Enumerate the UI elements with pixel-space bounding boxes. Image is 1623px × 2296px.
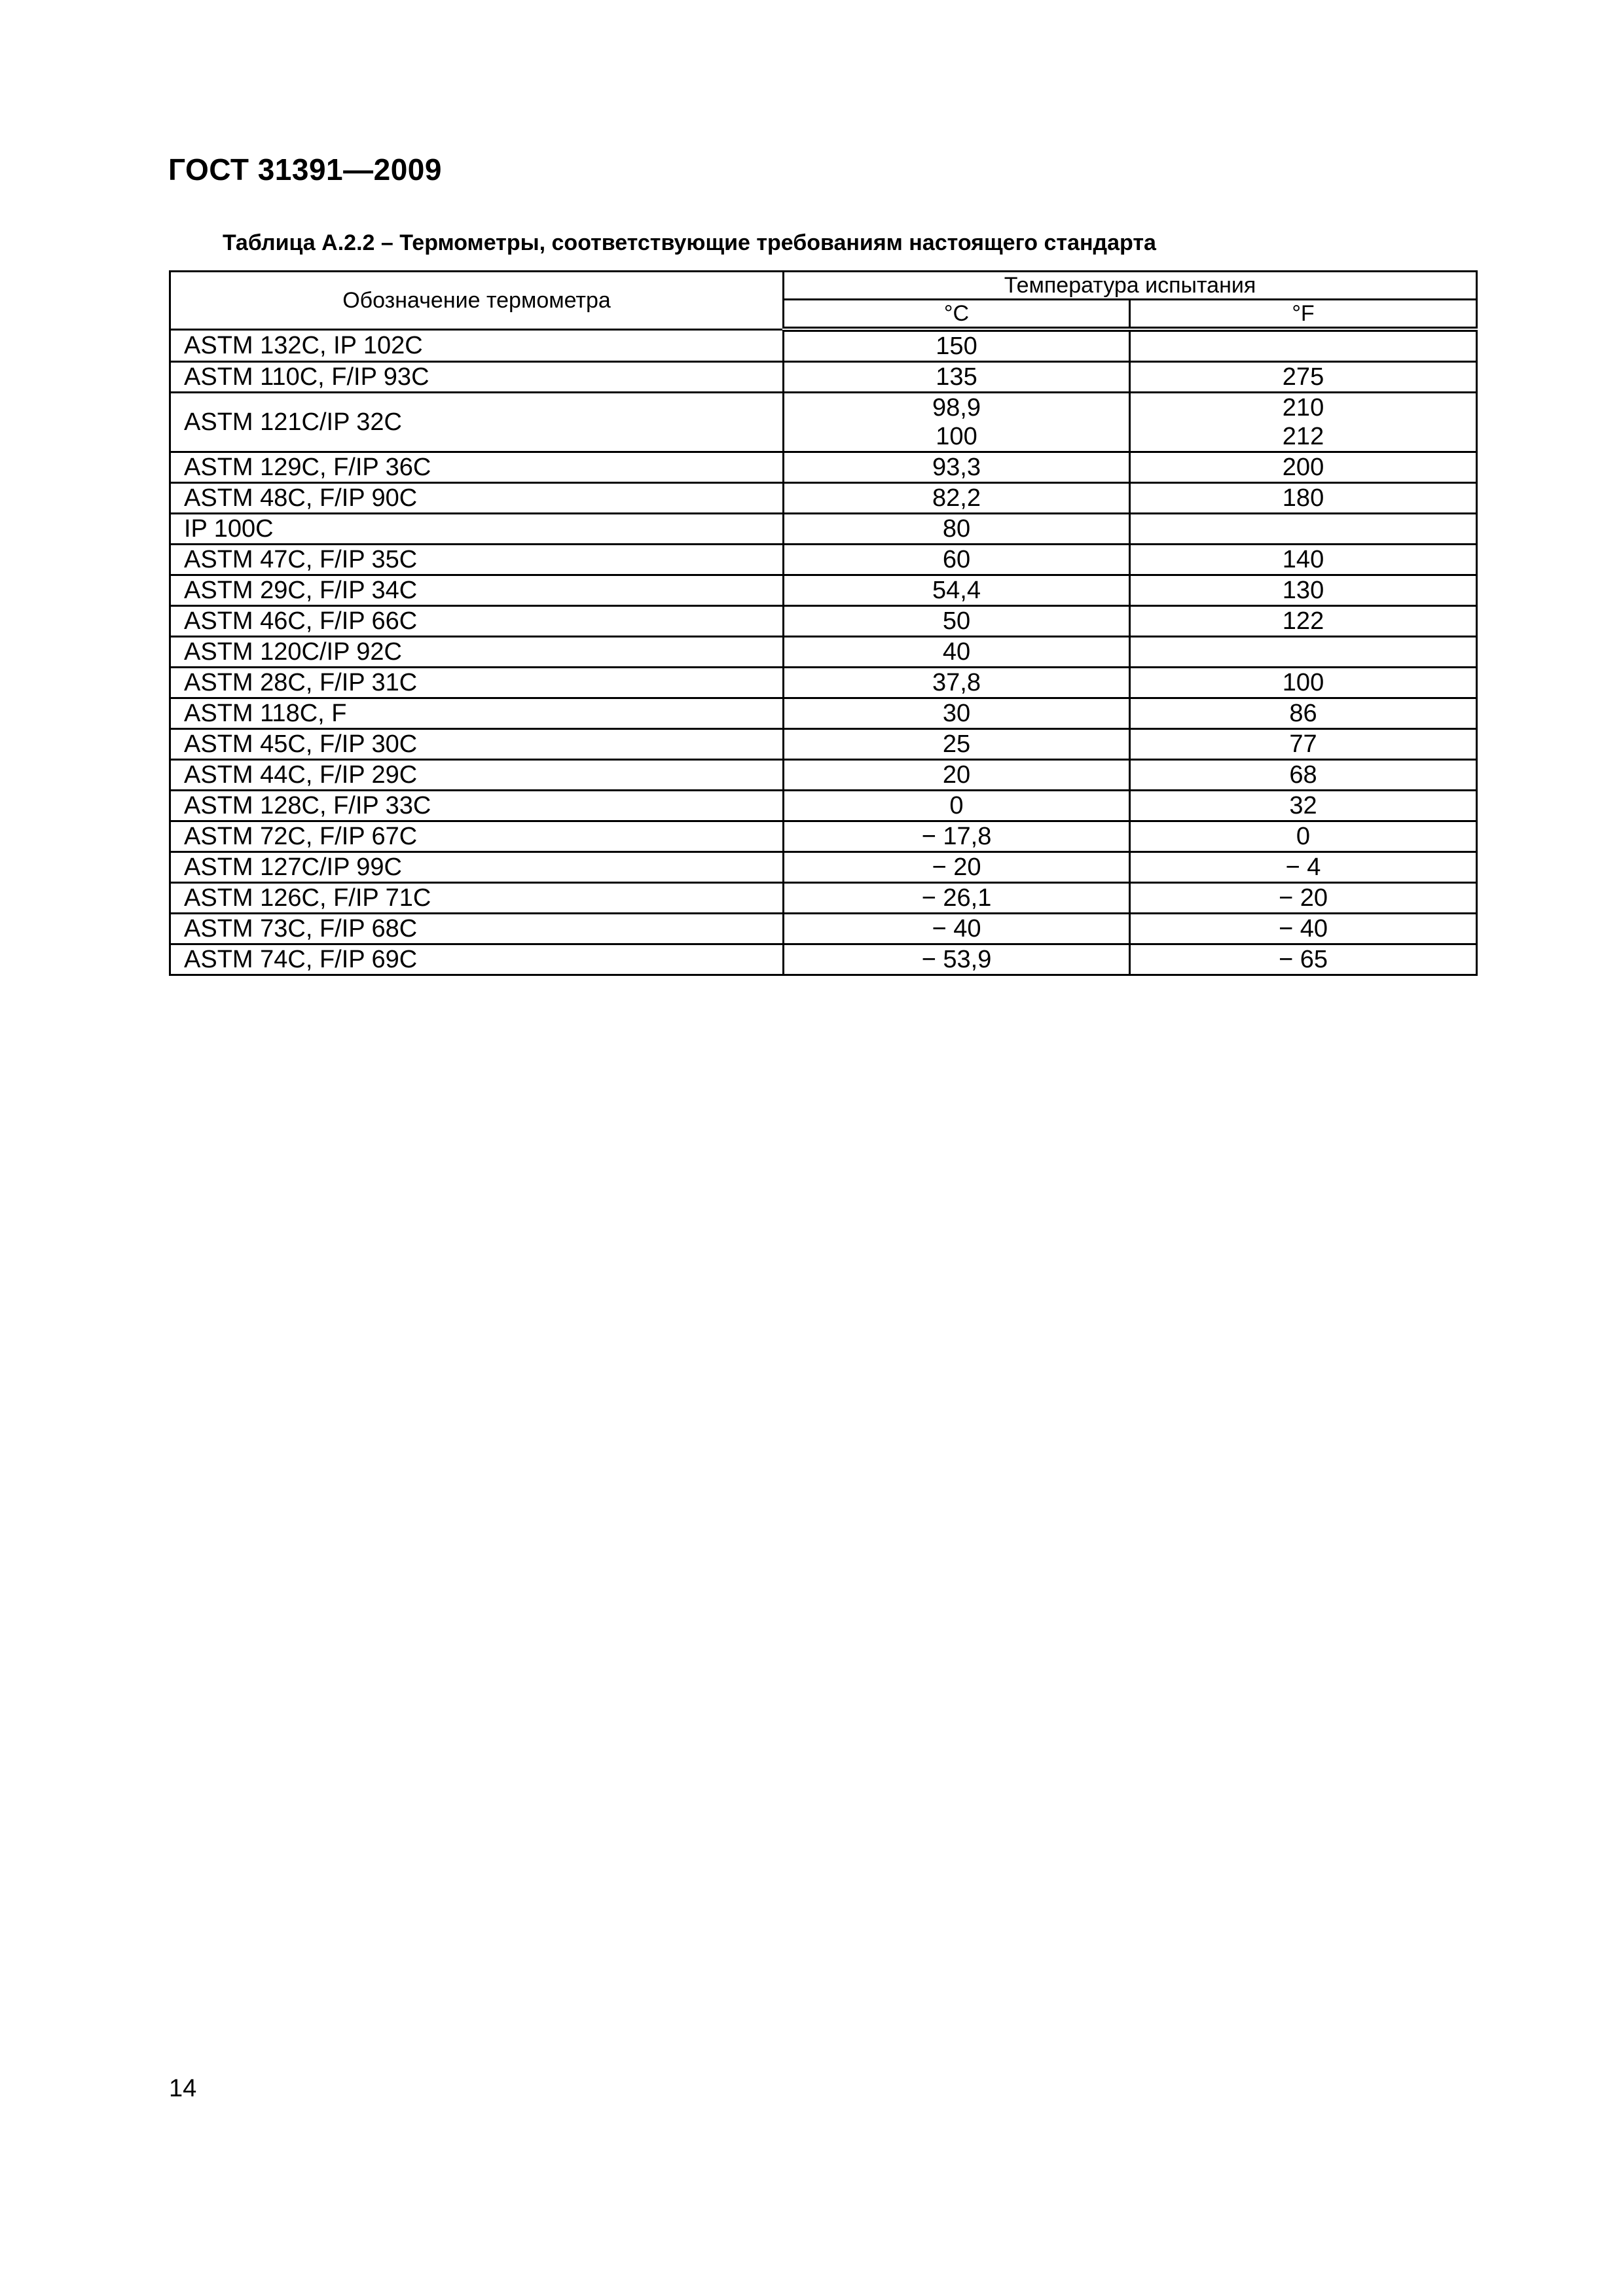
- thermometer-designation: ASTM 132C, IP 102C: [170, 329, 784, 362]
- thermometer-designation: ASTM 110C, F/IP 93C: [170, 362, 784, 393]
- thermometer-designation: ASTM 74C, F/IP 69C: [170, 944, 784, 975]
- cell-value: 150: [936, 332, 977, 360]
- temperature-celsius: [784, 729, 1130, 760]
- thermometer-designation: ASTM 129C, F/IP 36C: [170, 452, 784, 483]
- cell-value: 122: [1282, 607, 1324, 635]
- table-row: [170, 514, 1477, 545]
- table-row: [170, 362, 1477, 393]
- cell-value: 98,9: [932, 394, 981, 422]
- cell-value: − 26,1: [921, 884, 992, 912]
- temperature-celsius: [784, 791, 1130, 821]
- table-row: [170, 760, 1477, 791]
- header-fahrenheit: °F: [1130, 300, 1477, 330]
- temperature-celsius: [784, 637, 1130, 668]
- thermometer-designation: ASTM 72C, F/IP 67C: [170, 821, 784, 852]
- cell-value: − 53,9: [921, 946, 992, 973]
- table-row: [170, 698, 1477, 729]
- temperature-fahrenheit: [1130, 606, 1477, 637]
- thermometer-designation: ASTM 73C, F/IP 68C: [170, 914, 784, 944]
- table-row: [170, 944, 1477, 975]
- table-row: [170, 914, 1477, 944]
- temperature-fahrenheit: [1130, 362, 1477, 393]
- thermometer-designation: ASTM 48C, F/IP 90C: [170, 483, 784, 514]
- cell-value: 140: [1282, 546, 1324, 573]
- temperature-celsius: [784, 606, 1130, 637]
- temperature-celsius: [784, 883, 1130, 914]
- temperature-celsius: [784, 914, 1130, 944]
- page-number: 14: [169, 2075, 197, 2102]
- cell-value: 68: [1289, 761, 1317, 789]
- table-row: [170, 452, 1477, 483]
- cell-value: 37,8: [932, 669, 981, 696]
- cell-value: − 40: [932, 915, 981, 942]
- cell-value: − 17,8: [921, 823, 992, 850]
- cell-value: 210: [1282, 394, 1324, 422]
- table-row: [170, 791, 1477, 821]
- temperature-fahrenheit: [1130, 483, 1477, 514]
- cell-value: 93,3: [932, 454, 981, 481]
- thermometer-designation: ASTM 128C, F/IP 33C: [170, 791, 784, 821]
- table-row: [170, 729, 1477, 760]
- cell-value: 100: [936, 423, 977, 450]
- temperature-fahrenheit: [1130, 729, 1477, 760]
- temperature-fahrenheit: [1130, 637, 1477, 668]
- cell-value: − 40: [1278, 915, 1328, 942]
- cell-value: − 4: [1285, 853, 1321, 881]
- thermometer-designation: ASTM 126C, F/IP 71C: [170, 883, 784, 914]
- thermometer-designation: ASTM 118C, F: [170, 698, 784, 729]
- cell-value: − 20: [932, 853, 981, 881]
- thermometer-designation: ASTM 29C, F/IP 34C: [170, 575, 784, 606]
- cell-value: 180: [1282, 484, 1324, 512]
- cell-value: − 65: [1278, 946, 1328, 973]
- cell-value: 20: [942, 761, 971, 789]
- table-row: [170, 545, 1477, 575]
- temperature-fahrenheit: [1130, 852, 1477, 883]
- thermometer-designation: ASTM 45C, F/IP 30C: [170, 729, 784, 760]
- table-row: [170, 821, 1477, 852]
- temperature-celsius: [784, 760, 1130, 791]
- table-row: [170, 852, 1477, 883]
- temperature-fahrenheit: [1130, 514, 1477, 545]
- cell-value: 54,4: [932, 577, 981, 604]
- cell-value: 0: [949, 792, 964, 819]
- thermometer-designation: ASTM 121C/IP 32C: [170, 393, 784, 452]
- cell-value: 135: [936, 363, 977, 391]
- cell-value: 60: [942, 546, 971, 573]
- cell-value: 0: [1296, 823, 1311, 850]
- cell-value: 275: [1282, 363, 1324, 391]
- temperature-fahrenheit: [1130, 329, 1477, 362]
- temperature-celsius: [784, 329, 1130, 362]
- thermometer-designation: ASTM 44C, F/IP 29C: [170, 760, 784, 791]
- temperature-celsius: [784, 393, 1130, 452]
- cell-value: 80: [942, 515, 971, 543]
- cell-value: 25: [942, 730, 971, 758]
- temperature-fahrenheit: [1130, 575, 1477, 606]
- temperature-fahrenheit: [1130, 452, 1477, 483]
- temperature-fahrenheit: [1130, 914, 1477, 944]
- thermometer-designation: ASTM 46C, F/IP 66C: [170, 606, 784, 637]
- cell-value: [1131, 637, 1476, 666]
- cell-value: 200: [1282, 454, 1324, 481]
- table-row: [170, 883, 1477, 914]
- temperature-fahrenheit: [1130, 545, 1477, 575]
- cell-value: 77: [1289, 730, 1317, 758]
- temperature-celsius: [784, 575, 1130, 606]
- temperature-fahrenheit: [1130, 668, 1477, 698]
- temperature-celsius: [784, 545, 1130, 575]
- header-test-temperature: Температура испытания: [784, 272, 1477, 300]
- cell-value: 50: [942, 607, 971, 635]
- temperature-celsius: [784, 452, 1130, 483]
- thermometer-designation: IP 100C: [170, 514, 784, 545]
- header-designation: Обозначение термометра: [170, 272, 784, 330]
- thermometer-designation: ASTM 28C, F/IP 31C: [170, 668, 784, 698]
- table-row: [170, 606, 1477, 637]
- temperature-fahrenheit: [1130, 791, 1477, 821]
- cell-value: 212: [1282, 423, 1324, 450]
- temperature-fahrenheit: [1130, 393, 1477, 452]
- cell-value: 32: [1289, 792, 1317, 819]
- cell-value: − 20: [1278, 884, 1328, 912]
- document-code: ГОСТ 31391—2009: [168, 152, 442, 187]
- thermometer-designation: ASTM 127C/IP 99C: [170, 852, 784, 883]
- temperature-celsius: [784, 483, 1130, 514]
- table-row: [170, 637, 1477, 668]
- cell-value: 130: [1282, 577, 1324, 604]
- temperature-fahrenheit: [1130, 821, 1477, 852]
- table-body: [170, 329, 1477, 975]
- temperature-celsius: [784, 821, 1130, 852]
- cell-value: [1131, 514, 1476, 543]
- cell-value: 82,2: [932, 484, 981, 512]
- cell-value: [1131, 332, 1476, 361]
- table-row: [170, 575, 1477, 606]
- table-row: [170, 393, 1477, 452]
- header-celsius: °С: [784, 300, 1130, 330]
- temperature-celsius: [784, 362, 1130, 393]
- cell-value: 40: [942, 638, 971, 666]
- table-row: [170, 483, 1477, 514]
- cell-value: 86: [1289, 700, 1317, 727]
- table-caption: Таблица А.2.2 – Термометры, соответствующие требованиям настоящего стандарта: [223, 230, 1156, 255]
- temperature-celsius: [784, 698, 1130, 729]
- temperature-celsius: [784, 668, 1130, 698]
- temperature-fahrenheit: [1130, 883, 1477, 914]
- temperature-fahrenheit: [1130, 760, 1477, 791]
- table-row: [170, 668, 1477, 698]
- temperature-celsius: [784, 514, 1130, 545]
- table-row: [170, 329, 1477, 362]
- temperature-celsius: [784, 944, 1130, 975]
- temperature-fahrenheit: [1130, 698, 1477, 729]
- cell-value: 30: [942, 700, 971, 727]
- cell-value: 100: [1282, 669, 1324, 696]
- thermometer-designation: ASTM 47C, F/IP 35C: [170, 545, 784, 575]
- temperature-celsius: [784, 852, 1130, 883]
- temperature-fahrenheit: [1130, 944, 1477, 975]
- thermometer-designation: ASTM 120C/IP 92C: [170, 637, 784, 668]
- thermometer-table: [169, 270, 1478, 976]
